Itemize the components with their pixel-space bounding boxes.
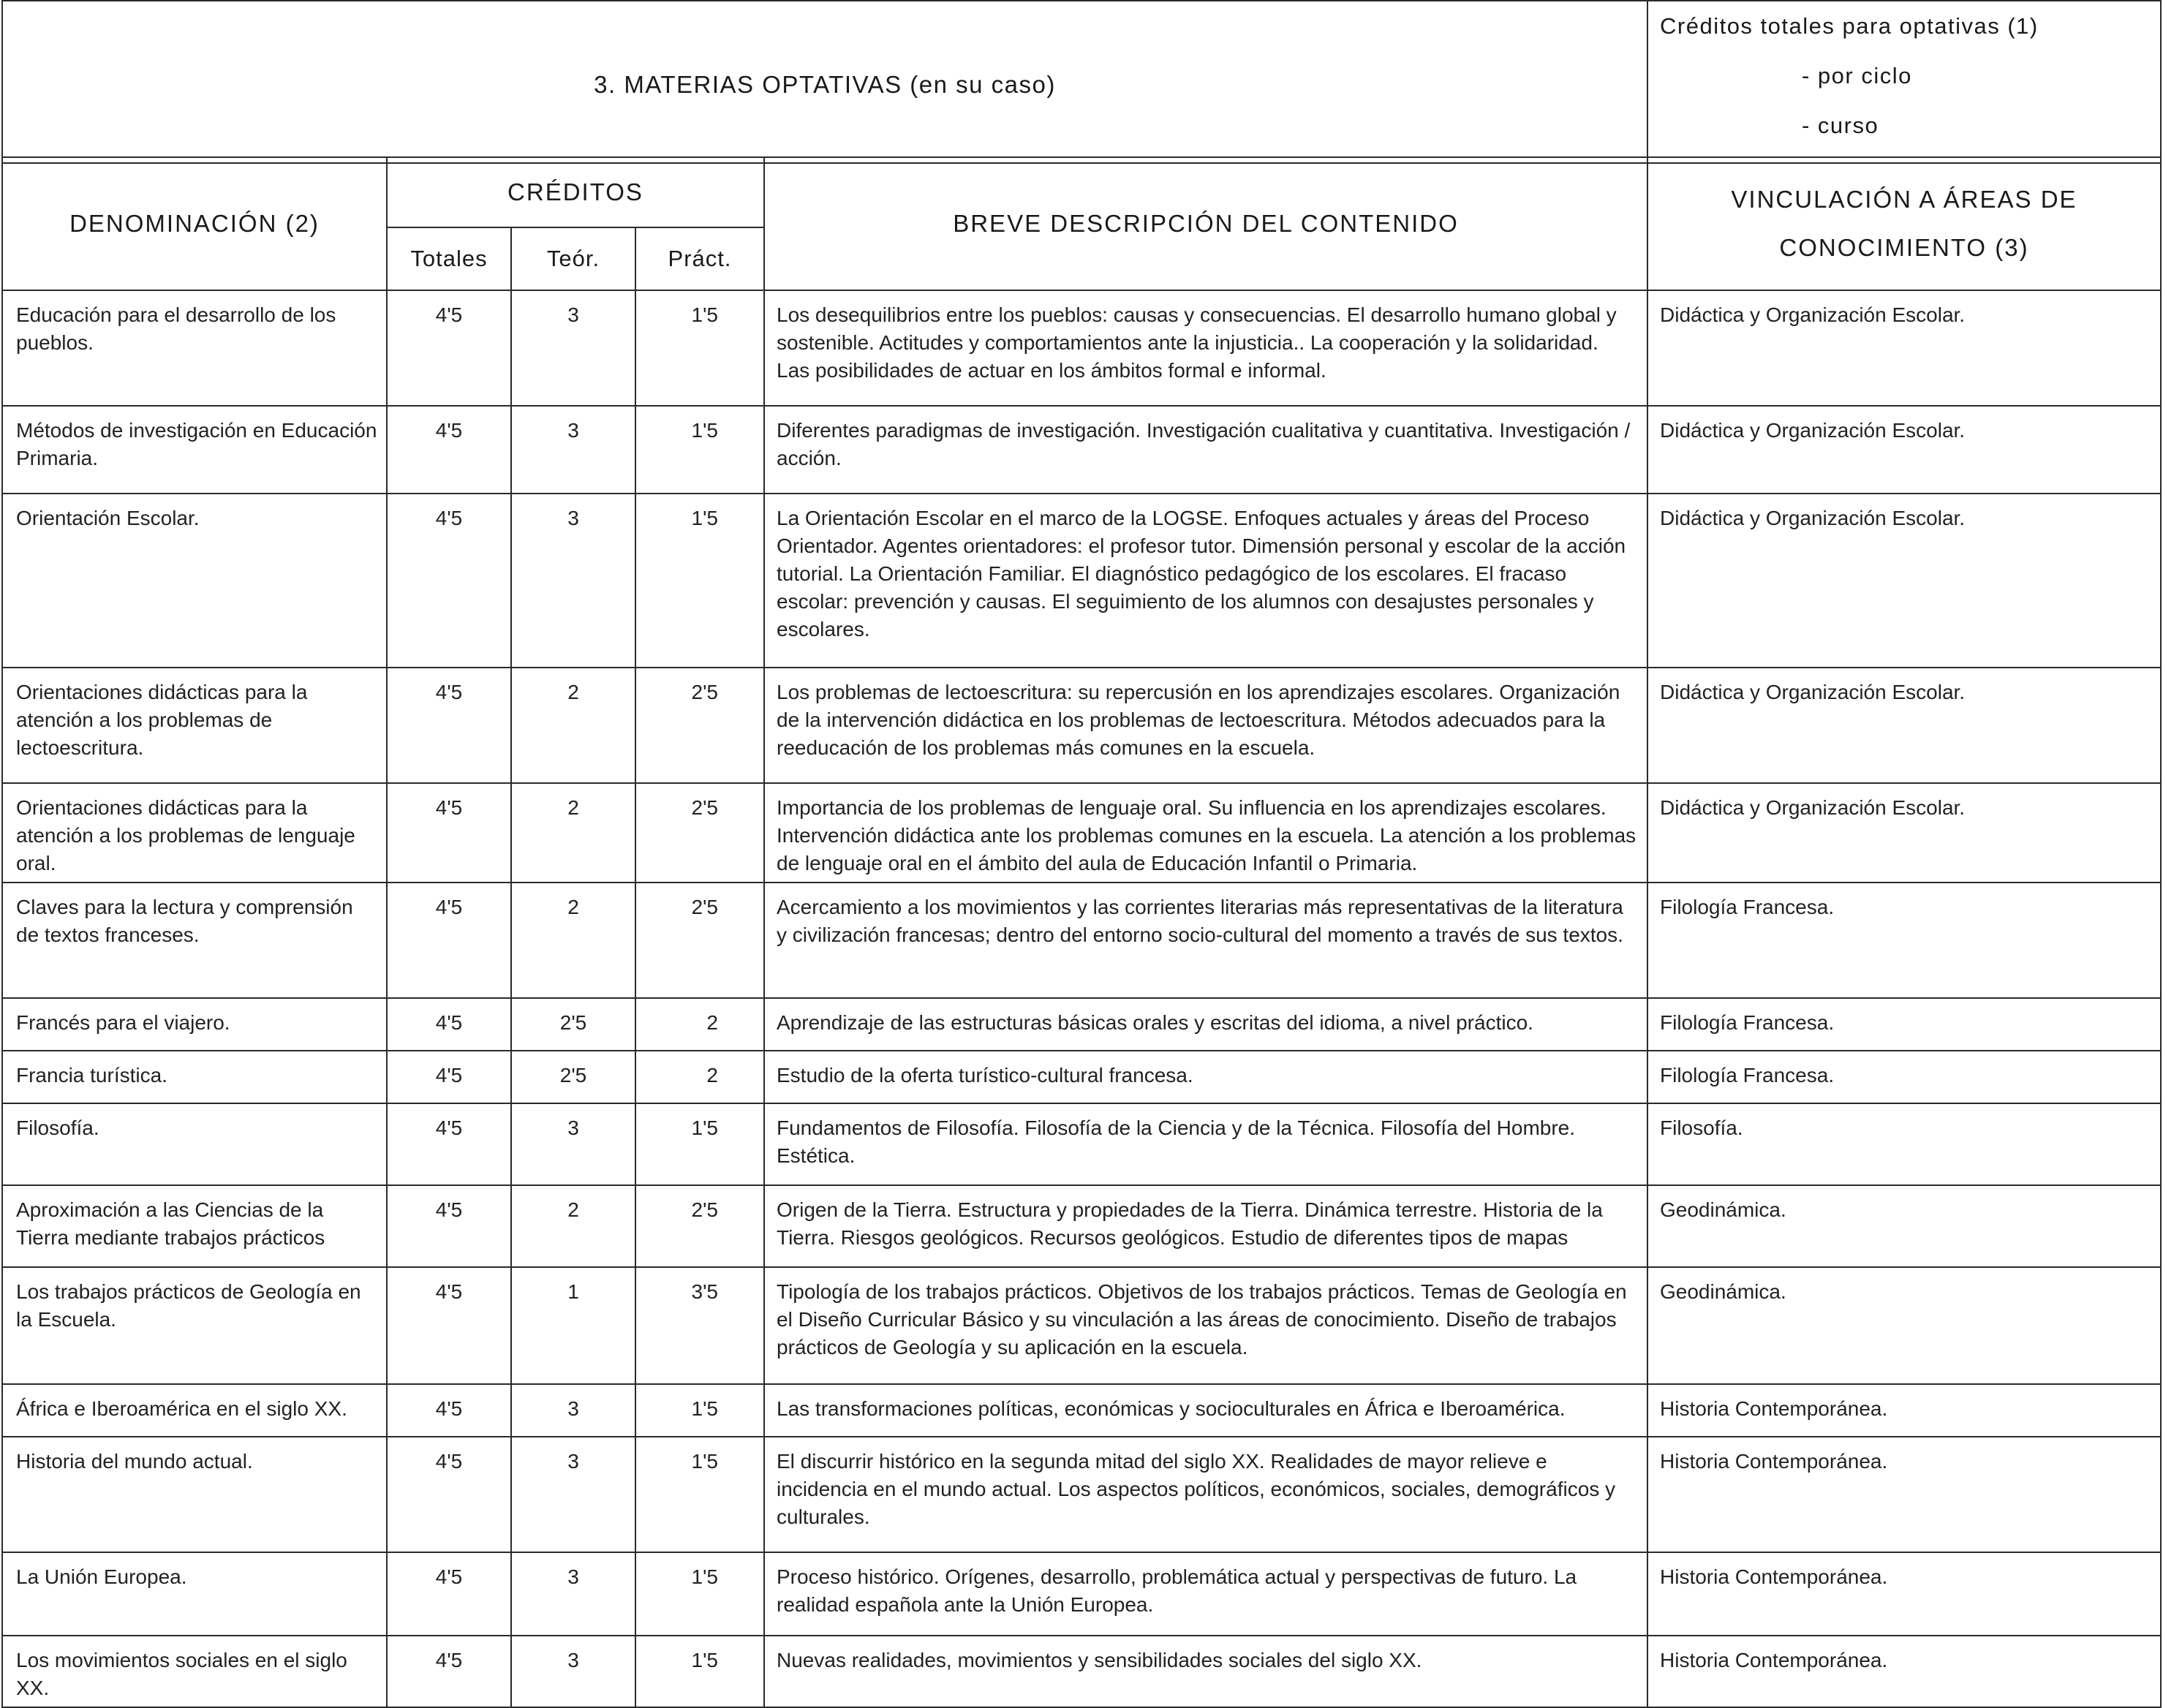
subject-description: Origen de la Tierra. Estructura y propiedades de la Tierra. Dinámica terrestre. Historia de la Tierra. Riesgos geológicos. Recursos geológicos. Estudio de diferentes tipos de mapas bbox=[764, 1185, 1647, 1267]
subject-description: Fundamentos de Filosofía. Filosofía de la Ciencia y de la Técnica. Filosofía del Hombre. Estética. bbox=[764, 1103, 1647, 1185]
table-row bbox=[2, 1636, 2161, 1707]
subject-name: Orientación Escolar. bbox=[2, 494, 387, 668]
credits-pract: 2 bbox=[635, 1051, 764, 1103]
col-header-teor: Teór. bbox=[511, 227, 635, 290]
subject-description: Nuevas realidades, movimientos y sensibilidades sociales del siglo XX. bbox=[764, 1636, 1647, 1707]
subject-name: La Unión Europea. bbox=[2, 1552, 387, 1636]
credits-pract: 1'5 bbox=[635, 1552, 764, 1636]
table-row bbox=[2, 290, 2161, 406]
table-row bbox=[2, 1552, 2161, 1636]
credits-pract: 1'5 bbox=[635, 1437, 764, 1552]
table-row bbox=[2, 1185, 2161, 1267]
subjects-table bbox=[1, 156, 2162, 1708]
col-header-vinculacion-line1: VINCULACIÓN A ÁREAS DE bbox=[1731, 186, 2077, 213]
table-row bbox=[2, 883, 2161, 998]
col-header-creditos: CRÉDITOS bbox=[387, 157, 764, 227]
subject-name: Educación para el desarrollo de los pueblos. bbox=[2, 290, 387, 406]
credits-totales: 4'5 bbox=[387, 406, 511, 494]
table-row bbox=[2, 998, 2161, 1051]
credits-pract: 1'5 bbox=[635, 1384, 764, 1437]
knowledge-area: Didáctica y Organización Escolar. bbox=[1647, 783, 2161, 883]
optional-credits-per-course: - curso bbox=[1802, 113, 1879, 138]
credits-teor: 3 bbox=[511, 1437, 635, 1552]
credits-pract: 3'5 bbox=[635, 1267, 764, 1384]
col-header-descripcion: BREVE DESCRIPCIÓN DEL CONTENIDO bbox=[764, 157, 1647, 290]
credits-teor: 2 bbox=[511, 883, 635, 998]
credits-teor: 3 bbox=[511, 290, 635, 406]
knowledge-area: Filología Francesa. bbox=[1647, 1051, 2161, 1103]
subjects-body bbox=[2, 290, 2161, 1707]
knowledge-area: Filología Francesa. bbox=[1647, 998, 2161, 1051]
credits-pract: 2'5 bbox=[635, 883, 764, 998]
credits-totales: 4'5 bbox=[387, 783, 511, 883]
subject-name: Filosofía. bbox=[2, 1103, 387, 1185]
knowledge-area: Historia Contemporánea. bbox=[1647, 1636, 2161, 1707]
credits-totales: 4'5 bbox=[387, 668, 511, 783]
optional-credits-total: Créditos totales para optativas (1) bbox=[1660, 13, 2039, 39]
knowledge-area: Filología Francesa. bbox=[1647, 883, 2161, 998]
optional-credits-per-cycle: - por ciclo bbox=[1802, 63, 1912, 88]
credits-totales: 4'5 bbox=[387, 1636, 511, 1707]
credits-totales: 4'5 bbox=[387, 1267, 511, 1384]
table-row bbox=[2, 668, 2161, 783]
credits-totales: 4'5 bbox=[387, 1552, 511, 1636]
credits-teor: 2 bbox=[511, 1185, 635, 1267]
knowledge-area: Geodinámica. bbox=[1647, 1267, 2161, 1384]
table-row bbox=[2, 494, 2161, 668]
subject-name: África e Iberoamérica en el siglo XX. bbox=[2, 1384, 387, 1437]
credits-totales: 4'5 bbox=[387, 1185, 511, 1267]
subject-description: El discurrir histórico en la segunda mitad del siglo XX. Realidades de mayor relieve e incidencia en el mundo actual. Los aspectos políticos, económicos, sociales, demográficos y culturales. bbox=[764, 1437, 1647, 1552]
subject-description: Proceso histórico. Orígenes, desarrollo, problemática actual y perspectivas de futuro. La realidad española ante la Unión Europea. bbox=[764, 1552, 1647, 1636]
subject-name: Aproximación a las Ciencias de la Tierra mediante trabajos prácticos bbox=[2, 1185, 387, 1267]
credits-pract: 1'5 bbox=[635, 290, 764, 406]
credits-teor: 2 bbox=[511, 668, 635, 783]
credits-pract: 1'5 bbox=[635, 1103, 764, 1185]
credits-teor: 3 bbox=[511, 1384, 635, 1437]
credits-teor: 1 bbox=[511, 1267, 635, 1384]
section-title: 3. MATERIAS OPTATIVAS (en su caso) bbox=[2, 1, 1647, 163]
optional-credits-box bbox=[1647, 1, 2161, 163]
subject-description: Aprendizaje de las estructuras básicas orales y escritas del idioma, a nivel práctico. bbox=[764, 998, 1647, 1051]
credits-pract: 2'5 bbox=[635, 668, 764, 783]
table-row bbox=[2, 406, 2161, 494]
header-table bbox=[1, 0, 2162, 164]
credits-totales: 4'5 bbox=[387, 494, 511, 668]
subject-name: Francia turística. bbox=[2, 1051, 387, 1103]
table-row bbox=[2, 1384, 2161, 1437]
credits-teor: 2'5 bbox=[511, 1051, 635, 1103]
subject-description: Acercamiento a los movimientos y las corrientes literarias más representativas de la literatura y civilización francesas; dentro del entorno socio-cultural del momento a través de sus textos. bbox=[764, 883, 1647, 998]
knowledge-area: Geodinámica. bbox=[1647, 1185, 2161, 1267]
knowledge-area: Historia Contemporánea. bbox=[1647, 1437, 2161, 1552]
credits-pract: 1'5 bbox=[635, 406, 764, 494]
knowledge-area: Didáctica y Organización Escolar. bbox=[1647, 494, 2161, 668]
subject-name: Claves para la lectura y comprensión de textos franceses. bbox=[2, 883, 387, 998]
credits-teor: 2'5 bbox=[511, 998, 635, 1051]
credits-pract: 1'5 bbox=[635, 494, 764, 668]
table-row bbox=[2, 1267, 2161, 1384]
subject-description: La Orientación Escolar en el marco de la LOGSE. Enfoques actuales y áreas del Proceso Orientador. Agentes orientadores: el profesor tutor. Dimensión personal y escolar de la acción tutorial. La Orientación Familiar. El diagnóstico pedagógico de los escolares. El fracaso escolar: prevención y causas. El seguimiento de los alumnos con desajustes personales y escolares. bbox=[764, 494, 1647, 668]
table-row bbox=[2, 783, 2161, 883]
col-header-vinculacion bbox=[1647, 157, 2161, 290]
subject-description: Tipología de los trabajos prácticos. Objetivos de los trabajos prácticos. Temas de Geología en el Diseño Curricular Básico y su vinculación a las áreas de conocimiento. Diseño de trabajos prácticos de Geología y su aplicación en la escuela. bbox=[764, 1267, 1647, 1384]
subject-name: Los movimientos sociales en el siglo XX. bbox=[2, 1636, 387, 1707]
credits-totales: 4'5 bbox=[387, 290, 511, 406]
subject-name: Métodos de investigación en Educación Primaria. bbox=[2, 406, 387, 494]
col-header-pract: Práct. bbox=[635, 227, 764, 290]
table-row bbox=[2, 1051, 2161, 1103]
col-header-vinculacion-line2: CONOCIMIENTO (3) bbox=[1779, 234, 2029, 261]
credits-teor: 2 bbox=[511, 783, 635, 883]
credits-pract: 1'5 bbox=[635, 1636, 764, 1707]
credits-teor: 3 bbox=[511, 1552, 635, 1636]
knowledge-area: Didáctica y Organización Escolar. bbox=[1647, 290, 2161, 406]
col-header-denominacion: DENOMINACIÓN (2) bbox=[2, 157, 387, 290]
subject-name: Orientaciones didácticas para la atención a los problemas de lectoescritura. bbox=[2, 668, 387, 783]
credits-pract: 2 bbox=[635, 998, 764, 1051]
subject-name: Francés para el viajero. bbox=[2, 998, 387, 1051]
knowledge-area: Historia Contemporánea. bbox=[1647, 1552, 2161, 1636]
subject-name: Historia del mundo actual. bbox=[2, 1437, 387, 1552]
credits-teor: 3 bbox=[511, 1103, 635, 1185]
subject-description: Diferentes paradigmas de investigación. Investigación cualitativa y cuantitativa. Investigación / acción. bbox=[764, 406, 1647, 494]
credits-totales: 4'5 bbox=[387, 1384, 511, 1437]
credits-teor: 3 bbox=[511, 406, 635, 494]
subject-name: Orientaciones didácticas para la atención a los problemas de lenguaje oral. bbox=[2, 783, 387, 883]
subject-description: Los desequilibrios entre los pueblos: causas y consecuencias. El desarrollo humano global y sostenible. Actitudes y comportamientos ante la injusticia.. La cooperación y la solidaridad. Las posibilidades de actuar en los ámbitos formal e informal. bbox=[764, 290, 1647, 406]
subject-name: Los trabajos prácticos de Geología en la Escuela. bbox=[2, 1267, 387, 1384]
knowledge-area: Didáctica y Organización Escolar. bbox=[1647, 668, 2161, 783]
subject-description: Los problemas de lectoescritura: su repercusión en los aprendizajes escolares. Organización de la intervención didáctica en los problemas de lectoescritura. Métodos adecuados para la reeducación de los problemas más comunes en la escuela. bbox=[764, 668, 1647, 783]
knowledge-area: Didáctica y Organización Escolar. bbox=[1647, 406, 2161, 494]
credits-teor: 3 bbox=[511, 494, 635, 668]
credits-totales: 4'5 bbox=[387, 883, 511, 998]
subject-description: Estudio de la oferta turístico-cultural francesa. bbox=[764, 1051, 1647, 1103]
table-row bbox=[2, 1437, 2161, 1552]
credits-totales: 4'5 bbox=[387, 998, 511, 1051]
credits-teor: 3 bbox=[511, 1636, 635, 1707]
col-header-totales: Totales bbox=[387, 227, 511, 290]
credits-pract: 2'5 bbox=[635, 783, 764, 883]
knowledge-area: Historia Contemporánea. bbox=[1647, 1384, 2161, 1437]
credits-totales: 4'5 bbox=[387, 1437, 511, 1552]
table-row bbox=[2, 1103, 2161, 1185]
subject-description: Las transformaciones políticas, económicas y socioculturales en África e Iberoamérica. bbox=[764, 1384, 1647, 1437]
credits-totales: 4'5 bbox=[387, 1051, 511, 1103]
knowledge-area: Filosofía. bbox=[1647, 1103, 2161, 1185]
subject-description: Importancia de los problemas de lenguaje oral. Su influencia en los aprendizajes escolares. Intervención didáctica ante los problemas comunes en la escuela. La atención a los problemas de lenguaje oral en el ámbito del aula de Educación Infantil o Primaria. bbox=[764, 783, 1647, 883]
credits-totales: 4'5 bbox=[387, 1103, 511, 1185]
credits-pract: 2'5 bbox=[635, 1185, 764, 1267]
